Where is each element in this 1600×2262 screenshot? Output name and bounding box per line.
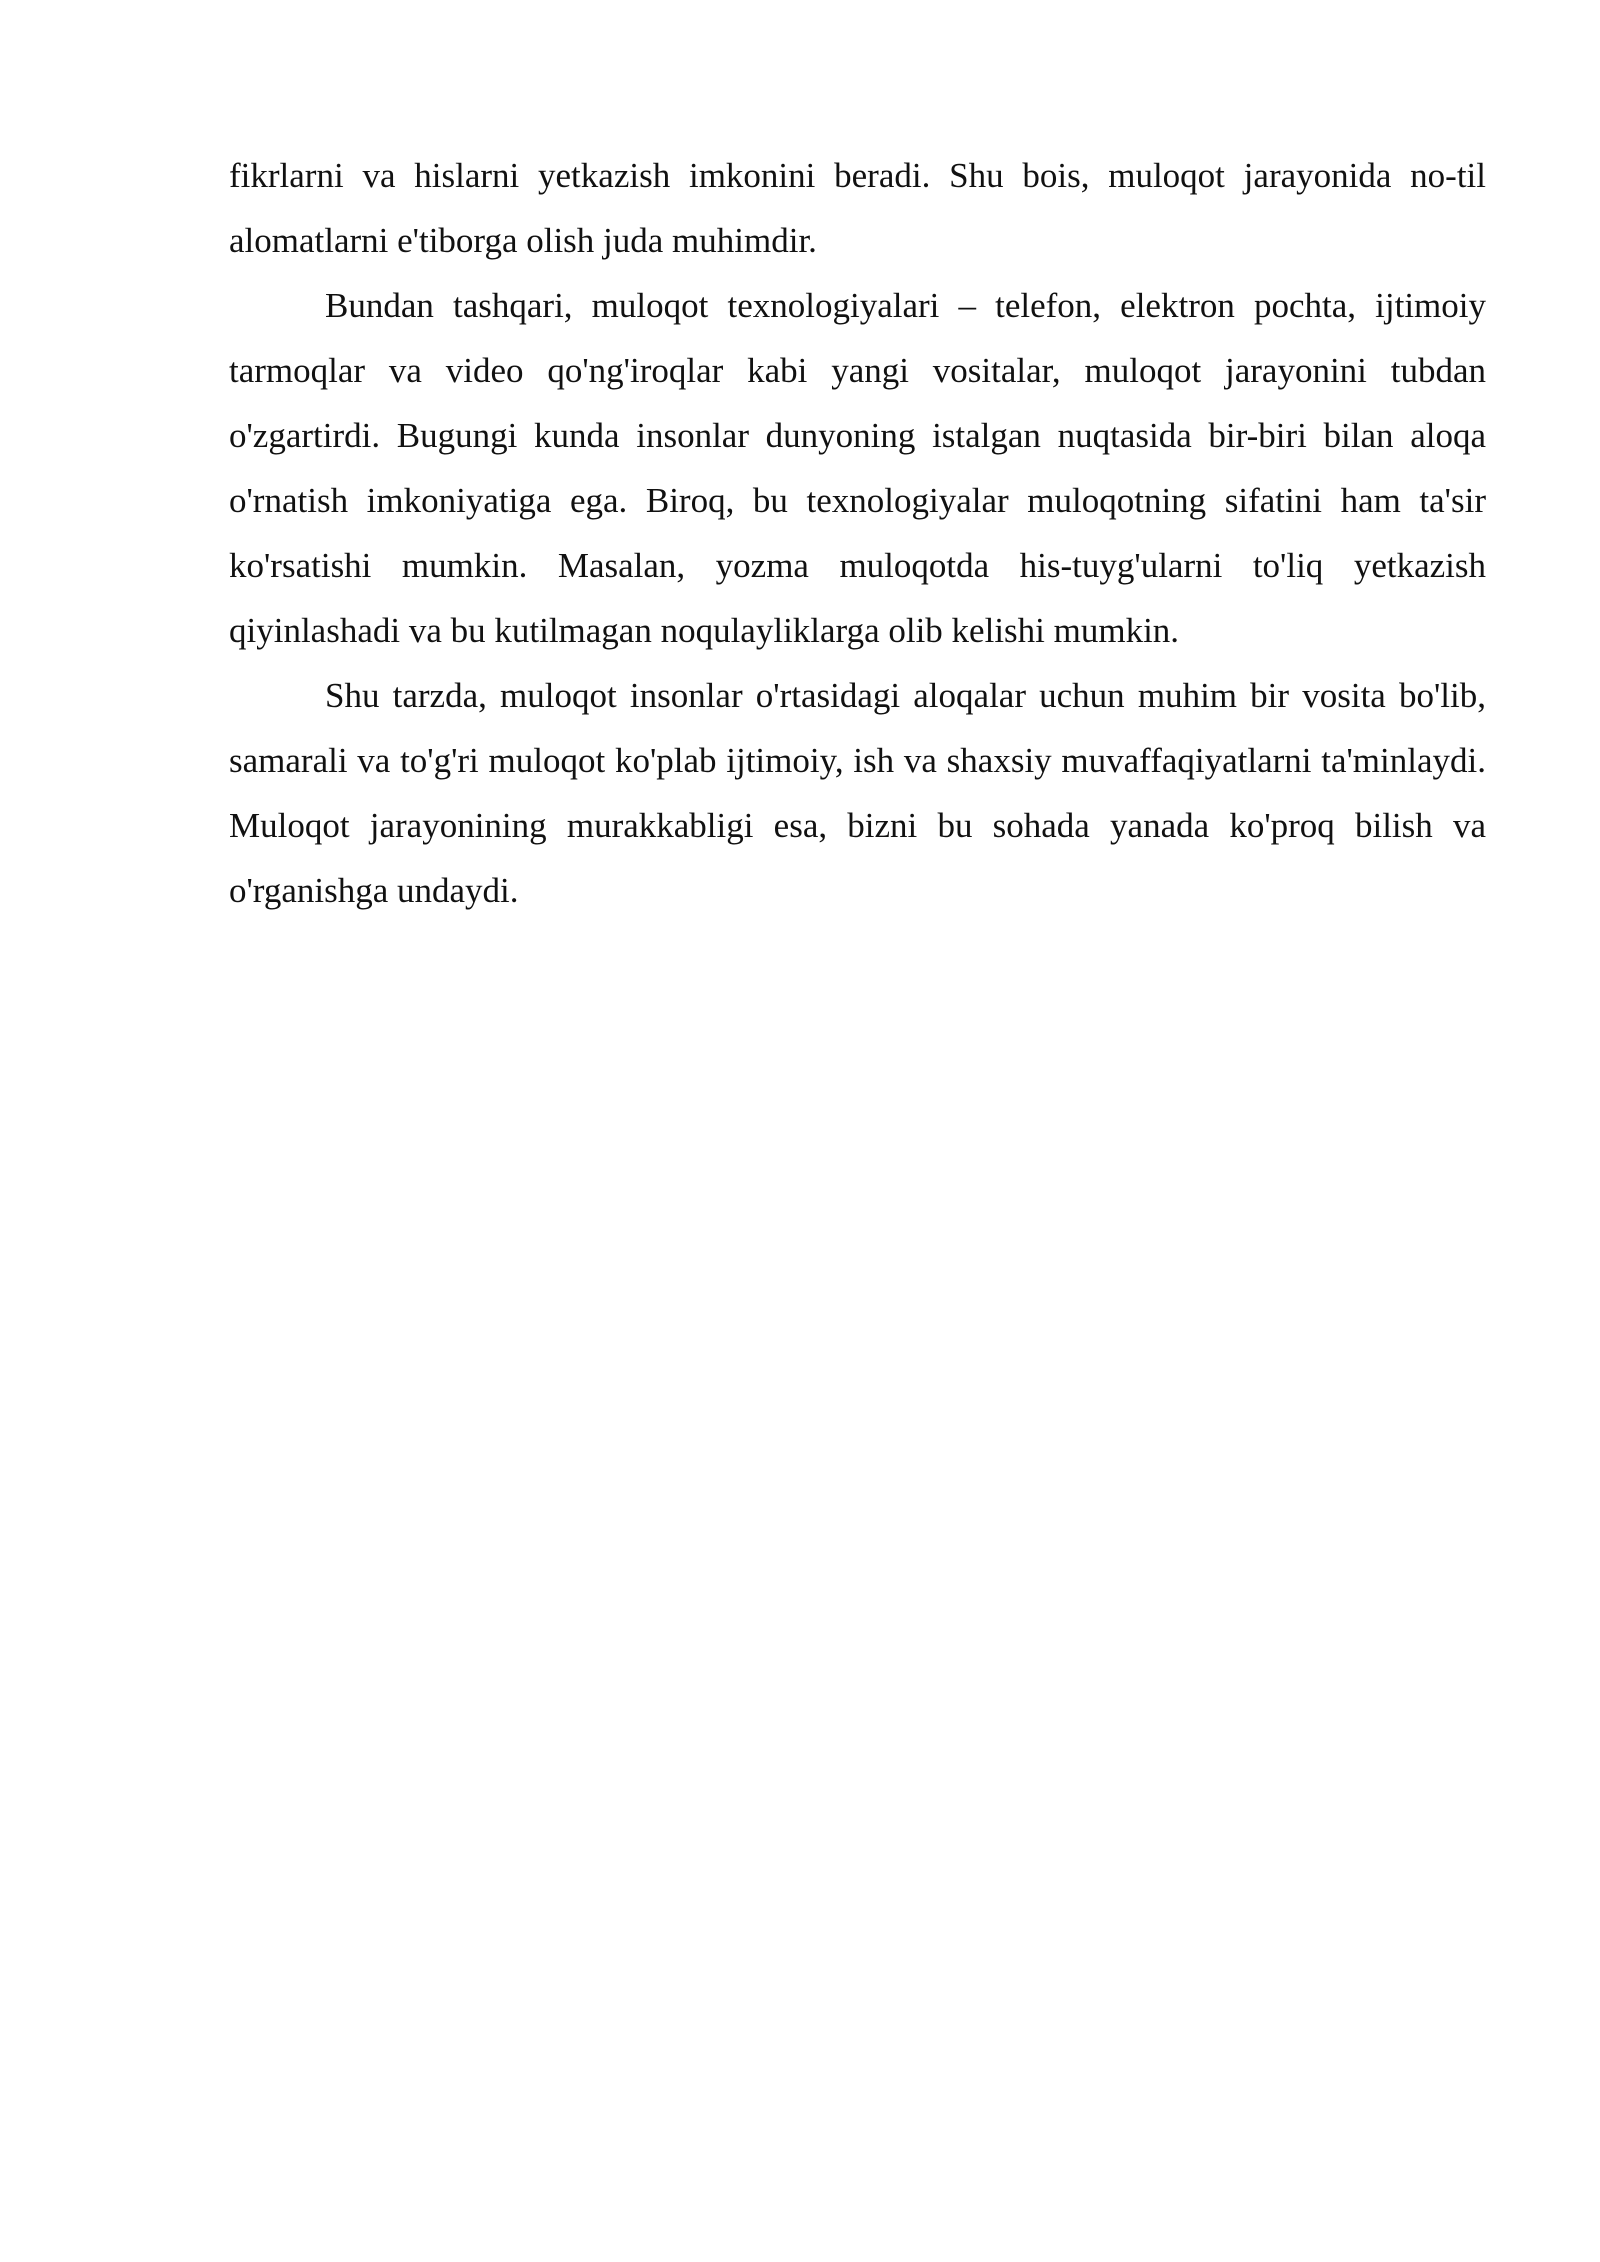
paragraph-communication-technologies: Bundan tashqari, muloqot texnologiyalari – telefon, elektron pochta, ijtimoiy tarmoqlar va video qo'ng'iroqlar kabi yangi vositalar, muloqot jarayonini tubdan o'zgartirdi. Bugungi kunda insonlar dunyoning istalgan nuqtasida bir-biri bilan aloqa o'rnatish imkoniyatiga ega. Biroq, bu texnologiyalar muloqotning sifatini ham ta'sir ko'rsatishi mumkin. Masalan, yozma muloqotda his-tuyg'ularni to'liq yetkazish qiyinlashadi va bu kutilmagan noqulayliklarga olib kelishi mumkin. — [229, 286, 1486, 650]
document-body — [229, 143, 1486, 923]
paragraph-conclusion: Shu tarzda, muloqot insonlar o'rtasidagi aloqalar uchun muhim bir vosita bo'lib, samarali va to'g'ri muloqot ko'plab ijtimoiy, ish va shaxsiy muvaffaqiyatlarni ta'minlaydi. Muloqot jarayonining murakkabligi esa, bizni bu sohada yanada ko'proq bilish va o'rganishga undaydi. — [229, 676, 1486, 910]
paragraph-continuation: fikrlarni va hislarni yetkazish imkonini beradi. Shu bois, muloqot jarayonida no-til alomatlarni e'tiborga olish juda muhimdir. — [229, 156, 1486, 260]
